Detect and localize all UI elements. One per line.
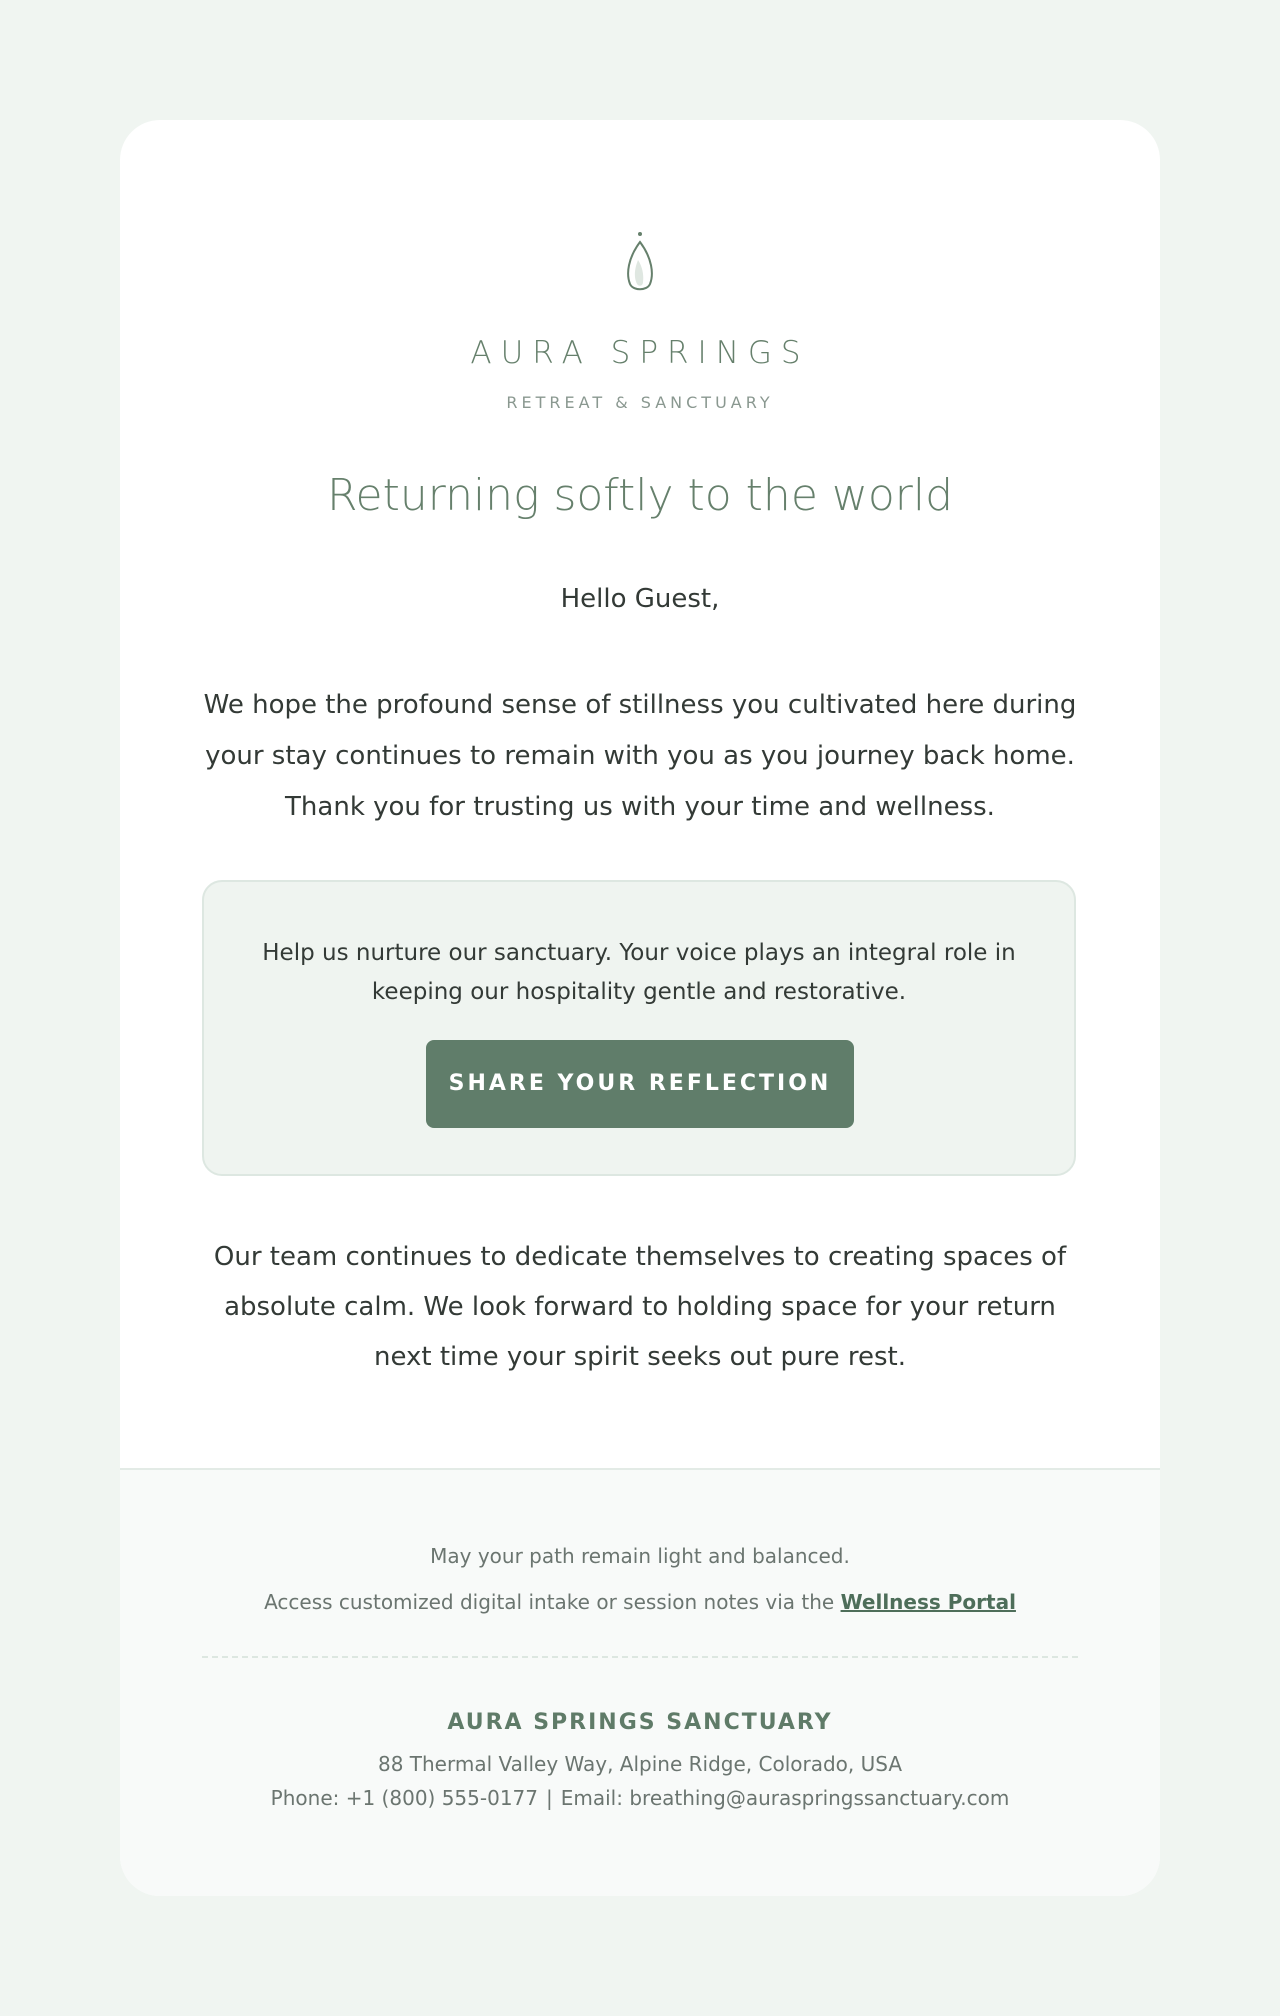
brand-tagline: RETREAT & SANCTUARY xyxy=(506,393,774,412)
footer-divider xyxy=(202,1656,1078,1658)
feedback-panel xyxy=(202,880,1076,1176)
footer-phone: Phone: +1 (800) 555-0177 xyxy=(270,1786,538,1810)
intro-paragraph: We hope the profound sense of stillness you cultivated here during your stay continues to remain with you as you journey back home. Thank you for trusting us with your time and wellness. xyxy=(203,690,1077,822)
email-card xyxy=(120,120,1160,1896)
email-headline: Returning softly to the world xyxy=(326,470,954,521)
footer-blessing: May your path remain light and balanced. xyxy=(430,1544,850,1568)
footer-contact xyxy=(120,1786,1160,1810)
leaf-drop-icon xyxy=(618,230,662,302)
footer-org-name: AURA SPRINGS SANCTUARY xyxy=(447,1710,833,1735)
footer-portal-line xyxy=(120,1590,1160,1614)
share-reflection-button[interactable]: SHARE YOUR REFLECTION xyxy=(426,1040,854,1128)
portal-prefix: Access customized digital intake or session notes via the xyxy=(264,1590,841,1614)
brand-name: AURA SPRINGS xyxy=(470,335,810,371)
footer-address: 88 Thermal Valley Way, Alpine Ridge, Colorado, USA xyxy=(377,1752,903,1776)
closing-paragraph: Our team continues to dedicate themselves to creating spaces of absolute calm. We look forward to holding space for your return next time your spirit seeks out pure rest. xyxy=(213,1242,1067,1372)
footer-email: Email: breathing@auraspringssanctuary.com xyxy=(560,1786,1010,1810)
email-footer xyxy=(120,1468,1160,1896)
wellness-portal-link[interactable]: Wellness Portal xyxy=(840,1590,1016,1614)
contact-separator: | xyxy=(546,1786,553,1810)
feedback-text: Help us nurture our sanctuary. Your voice plays an integral role in keeping our hospitality gentle and restorative. xyxy=(262,940,1016,1005)
greeting: Hello Guest, xyxy=(560,584,720,614)
